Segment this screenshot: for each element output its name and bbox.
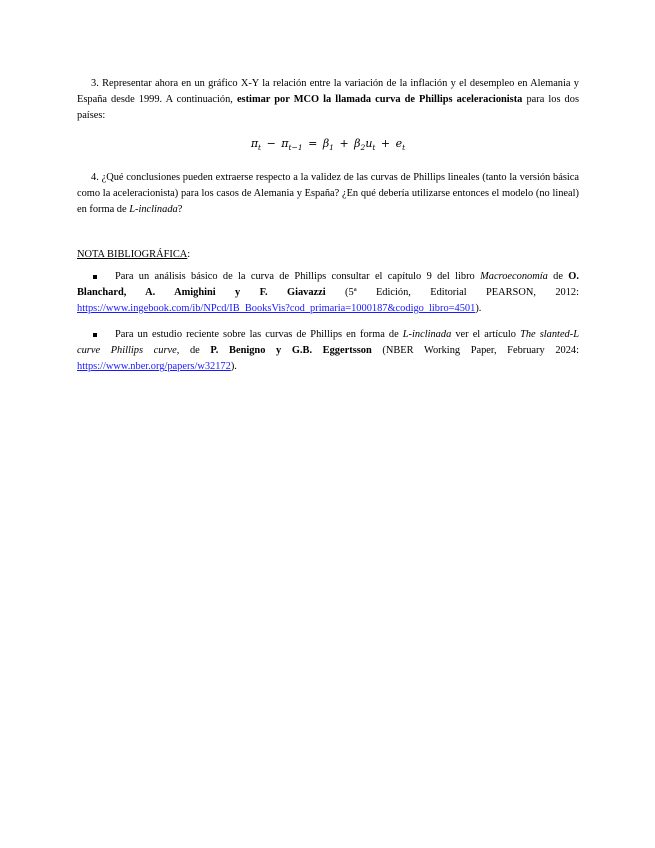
ref-2-text-b: ver el artículo [451, 329, 521, 341]
ref-2-italic: L-inclinada [402, 329, 452, 341]
formula-beta-1: β [322, 137, 330, 150]
formula-plus-2: + [380, 137, 391, 150]
formula-sub-t-e: t [402, 143, 406, 153]
item-4-italic: L-inclinada [129, 204, 178, 216]
ref-1-text-a: Para un análisis básico de la curva de Phillips consultar el capítulo 9 del libro [115, 271, 481, 283]
ref-2-link[interactable]: https://www.nber.org/papers/w32172 [77, 361, 231, 373]
bibliography-list [77, 269, 579, 375]
ref-1-book-title: Macroeconomía [480, 271, 548, 283]
ref-1-authors: O. Blanchard, A. Amighini y F. Giavazzi [77, 271, 579, 299]
formula-pi-lag: π [281, 137, 289, 150]
nota-colon: : [187, 249, 191, 261]
item-4-text-a: ¿Qué conclusiones pueden extraerse respecto a la validez de las curvas de Phillips lineales (tanto la versión básica como la aceleracionista) para los casos de Alemania y España? ¿En qué debería utilizarse entonces el modelo (no lineal) en forma de [77, 172, 579, 216]
formula-equals: = [308, 137, 318, 150]
bullet-icon [93, 333, 97, 337]
formula-sub-t-u: t [372, 143, 376, 153]
ref-2-text-a: Para un estudio reciente sobre las curvas de Phillips en forma de [115, 329, 403, 341]
ref-1-link[interactable]: https://www.ingebook.com/ib/NPcd/IB_BooksVis?cod_primaria=1000187&codigo_libro=4501 [77, 303, 476, 315]
item-4-text-b: ? [177, 204, 183, 216]
formula-plus-1: + [339, 137, 349, 150]
ref-2-text-c: , de [176, 345, 211, 357]
formula-beta-2: β [354, 137, 361, 150]
ref-1-text-b: de [547, 271, 569, 283]
item-3-number: 3. [91, 78, 99, 89]
phillips-formula [77, 136, 579, 156]
item-4-paragraph [77, 170, 579, 218]
item-3-bold: estimar por MCO la llamada curva de Phillips aceleracionista [236, 94, 523, 105]
formula-sub-t: t [258, 143, 262, 153]
ref-2-text-d: (NBER Working Paper, February 2024: [371, 345, 579, 357]
list-item [77, 269, 579, 317]
formula-u: u [365, 137, 373, 150]
nota-heading [77, 247, 579, 263]
formula-sub-t-1: t−1 [288, 143, 303, 153]
formula-e: e [395, 137, 403, 150]
formula-pi: π [250, 137, 259, 150]
ref-2-authors: P. Benigno y G.B. Eggertsson [210, 345, 372, 357]
ref-2-article-title: The slanted-L curve Phillips curve [77, 329, 579, 357]
item-4-number: 4. [91, 172, 99, 184]
list-item [77, 327, 579, 375]
formula-sub-2: 2 [360, 143, 366, 153]
item-3-paragraph [77, 76, 579, 124]
formula-sub-1: 1 [329, 143, 334, 153]
ref-1-text-d: ). [475, 303, 482, 315]
document-page [77, 76, 579, 385]
item-3-text-a: Representar ahora en un gráfico X-Y la relación entre la variación de la inflación y el desempleo en Alemania y España desde 1999. A continuación, [77, 78, 579, 105]
item-3-text-b: para los dos países: [77, 94, 579, 121]
bullet-icon [93, 275, 97, 279]
formula-minus: − [266, 137, 276, 150]
ref-2-text-e: ). [230, 361, 237, 373]
ref-1-text-c: (5ª Edición, Editorial PEARSON, 2012: [325, 287, 579, 299]
nota-title: NOTA BIBLIOGRÁFICA [77, 249, 188, 261]
